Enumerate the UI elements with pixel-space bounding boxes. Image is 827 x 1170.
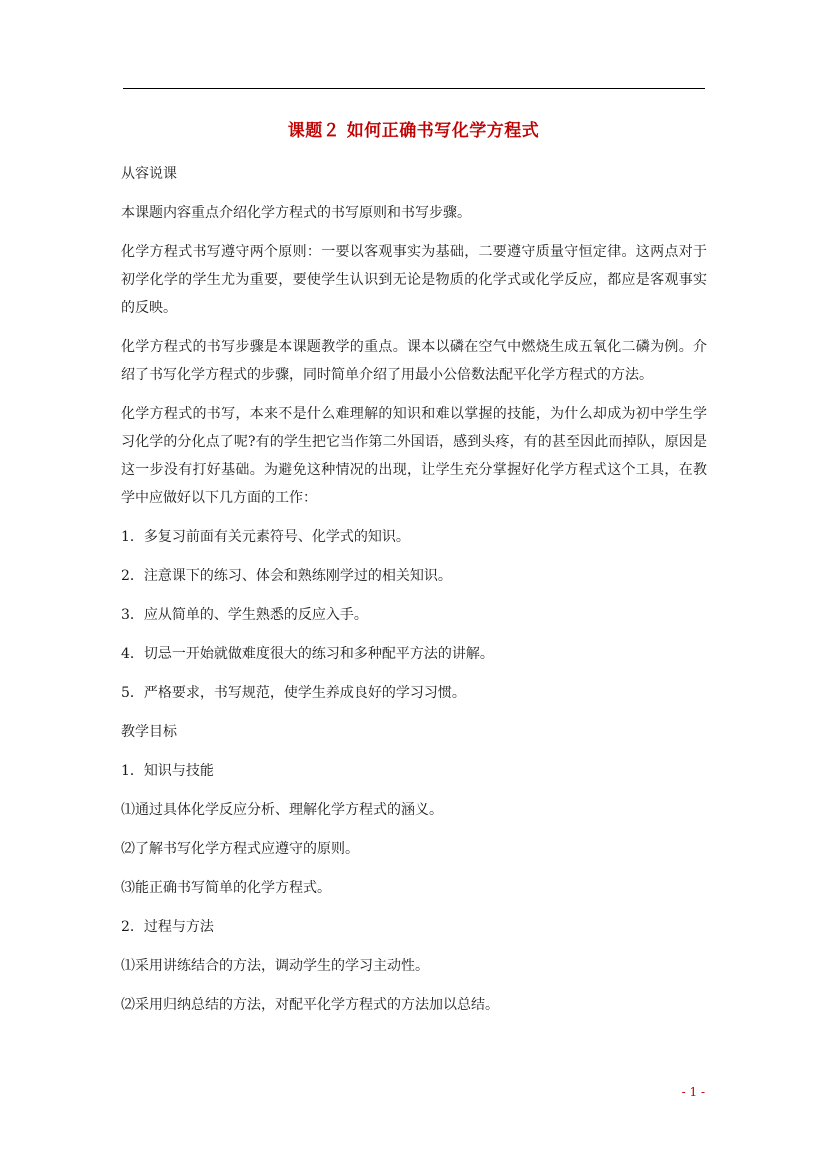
- paragraph: 从容说课: [121, 166, 177, 182]
- paragraph: 化学方程式书写遵守两个原则：一要以客观事实为基础，二要遵守质量守恒定律。这两点对于初学化学的学生尤为重要，要使学生认识到无论是物质的化学式或化学反应，都应是客观事实的反映。: [121, 244, 707, 316]
- list-item: 3．应从简单的、学生熟悉的反应入手。: [121, 607, 368, 623]
- document-body: [121, 160, 707, 1030]
- page-number: - 1 -: [681, 1085, 705, 1099]
- list-item: ⑶能正确书写简单的化学方程式。: [121, 880, 331, 896]
- paragraph: 本课题内容重点介绍化学方程式的书写原则和书写步骤。: [121, 205, 471, 221]
- paragraph: 化学方程式的书写，本来不是什么难理解的知识和难以掌握的技能，为什么却成为初中学生学习化学的分化点了呢?有的学生把它当作第二外国语，感到头疼，有的甚至因此而掉队，原因是这一步没有打好基础。为避免这种情况的出现，让学生充分掌握好化学方程式这个工具，在教学中应做好以下几方面的工作：: [121, 406, 707, 506]
- subsection-heading: 1．知识与技能: [121, 763, 214, 779]
- paragraph: 化学方程式的书写步骤是本课题教学的重点。课本以磷在空气中燃烧生成五氧化二磷为例。介绍了书写化学方程式的步骤，同时简单介绍了用最小公倍数法配平化学方程式的方法。: [121, 339, 707, 383]
- list-item: 4．切忌一开始就做难度很大的练习和多种配平方法的讲解。: [121, 646, 494, 662]
- header-rule: [123, 88, 705, 89]
- list-item: 5．严格要求，书写规范，使学生养成良好的学习习惯。: [121, 685, 466, 701]
- list-item: ⑴通过具体化学反应分析、理解化学方程式的涵义。: [121, 802, 443, 818]
- section-heading: 教学目标: [121, 724, 177, 740]
- list-item: ⑵采用归纳总结的方法，对配平化学方程式的方法加以总结。: [121, 997, 499, 1013]
- list-item: ⑵了解书写化学方程式应遵守的原则。: [121, 841, 359, 857]
- document-title: 课题２ 如何正确书写化学方程式: [287, 121, 540, 141]
- subsection-heading: 2．过程与方法: [121, 919, 214, 935]
- list-item: ⑴采用讲练结合的方法，调动学生的学习主动性。: [121, 958, 429, 974]
- list-item: 2．注意课下的练习、体会和熟练刚学过的相关知识。: [121, 568, 452, 584]
- list-item: 1．多复习前面有关元素符号、化学式的知识。: [121, 529, 410, 545]
